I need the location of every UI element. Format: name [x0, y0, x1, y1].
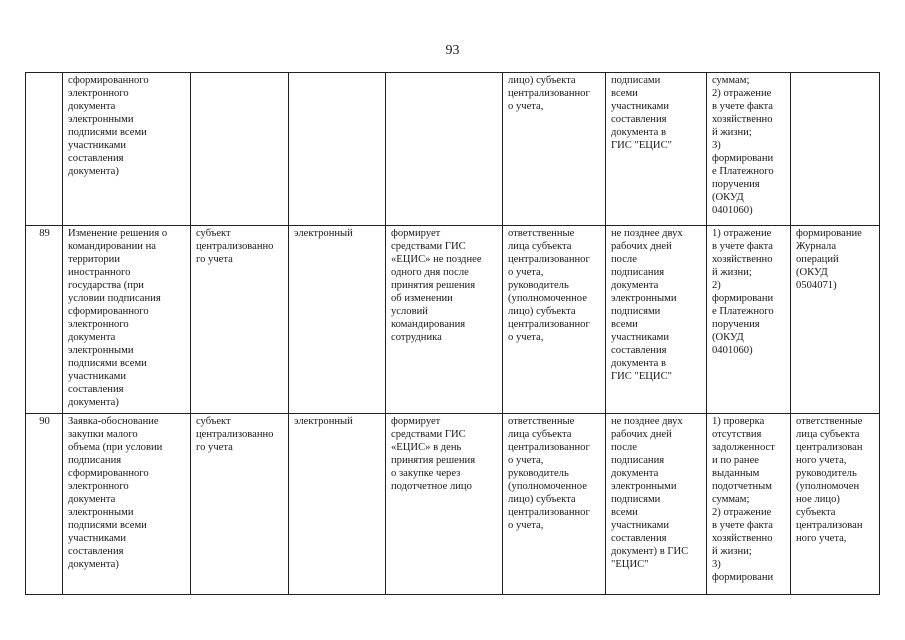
actions-cell: 1) проверка отсутствия задолженност и по ранее выданным подотчетным суммам; 2) отражение в учете факта хозяйственно й жизни; 3) формировани [707, 414, 791, 595]
creator-cell: субъект централизованно го учета [191, 226, 289, 414]
accounting-register-cell: ответственные лица субъекта централизован ного учета, руководитель (уполномочен ное лицо) субъекта централизован ного учета, [791, 414, 880, 595]
row-number-cell: 89 [26, 226, 63, 414]
signers-cell: ответственные лица субъекта централизованног о учета, руководитель (уполномоченное лицо) субъекта централизованног о учета, [503, 226, 606, 414]
row-number-cell [26, 73, 63, 226]
formation-procedure-cell: формирует средствами ГИС «ЕЦИС» не позднее одного дня после принятия решения об изменении условий командирования сотрудника [386, 226, 503, 414]
format-cell: электронный [289, 226, 386, 414]
creator-cell [191, 73, 289, 226]
deadline-cell: не позднее двух рабочих дней после подписания документа электронными подписями всеми участниками составления документа в ГИС "ЕЦИС" [606, 226, 707, 414]
document-name-cell: сформированного электронного документа электронными подписями всеми участниками составления документа) [63, 73, 191, 226]
actions-cell: суммам; 2) отражение в учете факта хозяйственно й жизни; 3) формировани е Платежного поручения (ОКУД 0401060) [707, 73, 791, 226]
signers-cell: лицо) субъекта централизованног о учета, [503, 73, 606, 226]
deadline-cell: не позднее двух рабочих дней после подписания документа электронными подписями всеми участниками составления документ) в ГИС "ЕЦИС" [606, 414, 707, 595]
deadline-cell: подписами всеми участниками составления документа в ГИС "ЕЦИС" [606, 73, 707, 226]
signers-cell: ответственные лица субъекта централизованног о учета, руководитель (уполномоченное лицо) субъекта централизованног о учета, [503, 414, 606, 595]
format-cell [289, 73, 386, 226]
table-row-89 [26, 226, 880, 414]
formation-procedure-cell: формирует средствами ГИС «ЕЦИС» в день принятия решения о закупке через подотчетное лицо [386, 414, 503, 595]
table-row-continuation [26, 73, 880, 226]
row-number-cell: 90 [26, 414, 63, 595]
document-table [25, 72, 880, 595]
page-number: 93 [445, 43, 460, 58]
formation-procedure-cell [386, 73, 503, 226]
format-cell: электронный [289, 414, 386, 595]
document-name-cell: Заявка-обоснование закупки малого объема (при условии подписания сформированного электронного документа электронными подписями всеми участниками составления документа) [63, 414, 191, 595]
actions-cell: 1) отражение в учете факта хозяйственно й жизни; 2) формировани е Платежного поручения (ОКУД 0401060) [707, 226, 791, 414]
accounting-register-cell [791, 73, 880, 226]
creator-cell: субъект централизованно го учета [191, 414, 289, 595]
document-name-cell: Изменение решения о командировании на территории иностранного государства (при условии подписания сформированного электронного документа электронными подписями всеми участниками составления документа) [63, 226, 191, 414]
accounting-register-cell: формирование Журнала операций (ОКУД 0504071) [791, 226, 880, 414]
table-row-90 [26, 414, 880, 595]
